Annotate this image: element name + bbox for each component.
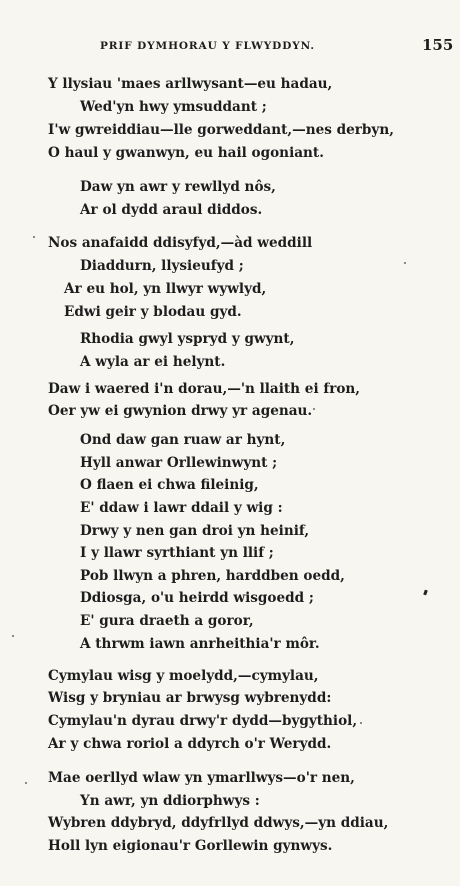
poem-line: Holl lyn eigionau'r Gorllewin gynwys. xyxy=(48,838,333,854)
poem-line: Daw i waered i'n dorau,—'n llaith ei fron, xyxy=(48,381,361,397)
poem-line: I y llawr syrthiant yn llif ; xyxy=(80,545,274,561)
poem-line: Cymylau'n dyrau drwy'r dydd—bygythiol, xyxy=(48,713,358,729)
poem-line: E' gura draeth a goror, xyxy=(80,613,254,629)
poem-line: Pob llwyn a phren, harddben oedd, xyxy=(80,568,345,584)
poem-line: Ar ol dydd araul diddos. xyxy=(80,202,263,218)
poem-line: Mae oerllyd wlaw yn ymarllwys—o'r nen, xyxy=(48,770,355,786)
poem-line: Ddiosga, o'u heirdd wisgoedd ; xyxy=(80,590,314,606)
page-number: 155 xyxy=(422,36,454,54)
ink-dot xyxy=(313,408,315,410)
poem-line: Y llysiau 'maes arllwysant—eu hadau, xyxy=(48,76,333,92)
poem-line: Ar y chwa roriol a ddyrch o'r Werydd. xyxy=(48,736,332,752)
ink-dot xyxy=(404,262,406,264)
poem-line: Edwi geir y blodau gyd. xyxy=(64,304,242,320)
ink-dot xyxy=(12,635,14,637)
poem-line: Diaddurn, llysieufyd ; xyxy=(80,258,244,274)
ink-dot xyxy=(25,782,27,784)
poem-line: A thrwm iawn anrheithia'r môr. xyxy=(80,636,320,652)
poem-line: Daw yn awr y rewllyd nôs, xyxy=(80,179,276,195)
poem-line: E' ddaw i lawr ddail y wig : xyxy=(80,500,283,516)
running-head: PRIF DYMHORAU Y FLWYDDYN. xyxy=(100,40,315,52)
poem-line: Ar eu hol, yn llwyr wywlyd, xyxy=(64,281,267,297)
poem-line: Wybren ddybryd, ddyfrllyd ddwys,—yn ddiau, xyxy=(48,815,389,831)
poem-line: Ond daw gan ruaw ar hynt, xyxy=(80,432,286,448)
poem-line: Oer yw ei gwynion drwy yr agenau. xyxy=(48,403,313,419)
poem-line: Wed'yn hwy ymsuddant ; xyxy=(80,99,267,115)
poem-line: Rhodia gwyl yspryd y gwynt, xyxy=(80,331,295,347)
poem-line: Hyll anwar Orllewinwynt ; xyxy=(80,455,278,471)
ink-dot xyxy=(33,236,35,238)
poem-line: Drwy y nen gan droi yn heinif, xyxy=(80,523,310,539)
poem-line: O flaen ei chwa fileinig, xyxy=(80,477,259,493)
ink-dot xyxy=(360,722,362,724)
poem-line: Cymylau wisg y moelydd,—cymylau, xyxy=(48,668,319,684)
poem-line: O haul y gwanwyn, eu hail ogoniant. xyxy=(48,145,324,161)
poem-line: A wyla ar ei helynt. xyxy=(80,354,226,370)
poem-line: Yn awr, yn ddiorphwys : xyxy=(80,793,260,809)
poem-line: Wisg y bryniau ar brwysg wybrenydd: xyxy=(48,690,332,706)
ink-speck xyxy=(423,590,428,596)
poem-line: Nos anafaidd ddisyfyd,—àd weddill xyxy=(48,235,313,251)
poem-line: I'w gwreiddiau—lle gorweddant,—nes derbyn, xyxy=(48,122,394,138)
